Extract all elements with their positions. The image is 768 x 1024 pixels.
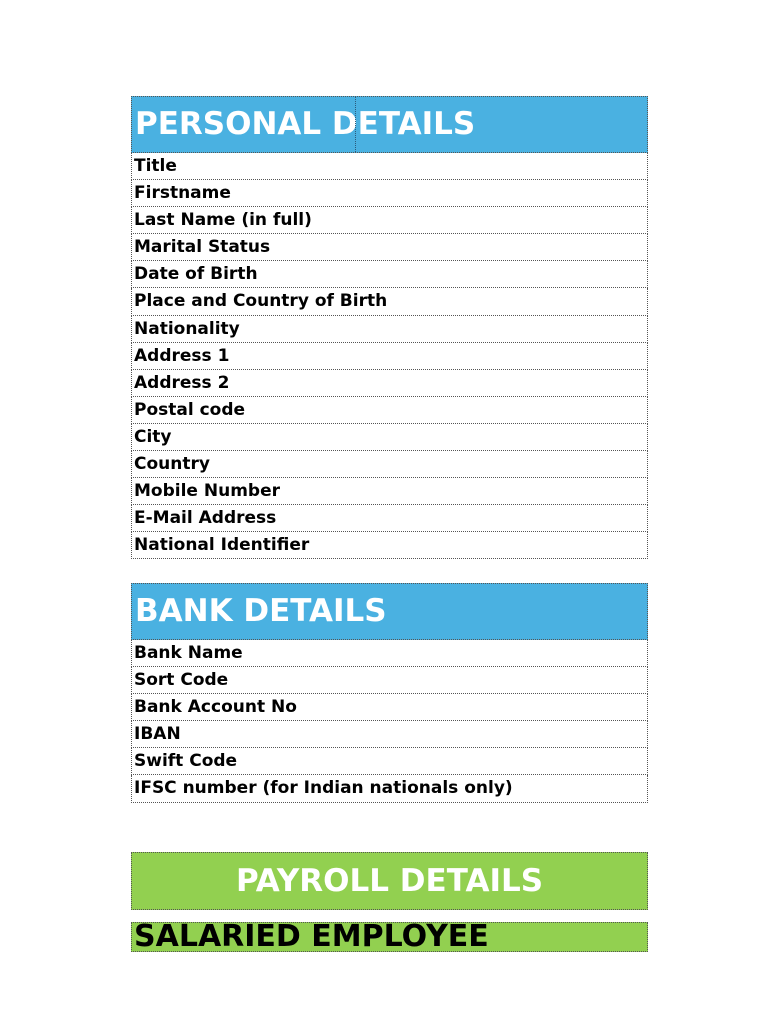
bank-field-bank-name: Bank Name <box>131 640 648 667</box>
personal-field-date-of-birth: Date of Birth <box>131 261 648 288</box>
bank-field-account-no: Bank Account No <box>131 694 648 721</box>
personal-field-national-identifier: National Identifier <box>131 532 648 559</box>
salaried-employee-section <box>131 919 648 954</box>
personal-details-header <box>131 96 648 153</box>
personal-field-mobile-number: Mobile Number <box>131 478 648 505</box>
payroll-details-header <box>131 852 648 910</box>
personal-field-place-of-birth: Place and Country of Birth <box>131 288 648 315</box>
personal-field-marital-status: Marital Status <box>131 234 648 261</box>
personal-field-address-2: Address 2 <box>131 370 648 397</box>
personal-details-title: PERSONAL DETAILS <box>135 106 476 142</box>
bank-details-section <box>131 583 648 803</box>
bank-field-swift-code: Swift Code <box>131 748 648 775</box>
payroll-details-section <box>131 852 648 910</box>
payroll-details-title: PAYROLL DETAILS <box>235 863 544 899</box>
personal-field-title: Title <box>131 153 648 180</box>
bank-details-title: BANK DETAILS <box>135 593 387 629</box>
personal-field-city: City <box>131 424 648 451</box>
personal-details-section <box>131 96 648 559</box>
salaried-employee-header: SALARIED EMPLOYEE <box>131 922 648 952</box>
bank-details-header <box>131 583 648 640</box>
column-divider <box>355 97 356 152</box>
personal-field-country: Country <box>131 451 648 478</box>
personal-field-email-address: E-Mail Address <box>131 505 648 532</box>
personal-field-postal-code: Postal code <box>131 397 648 424</box>
personal-field-nationality: Nationality <box>131 316 648 343</box>
bank-field-iban: IBAN <box>131 721 648 748</box>
personal-field-address-1: Address 1 <box>131 343 648 370</box>
bank-field-ifsc-number: IFSC number (for Indian nationals only) <box>131 775 648 802</box>
personal-field-last-name: Last Name (in full) <box>131 207 648 234</box>
personal-field-firstname: Firstname <box>131 180 648 207</box>
bank-field-sort-code: Sort Code <box>131 667 648 694</box>
